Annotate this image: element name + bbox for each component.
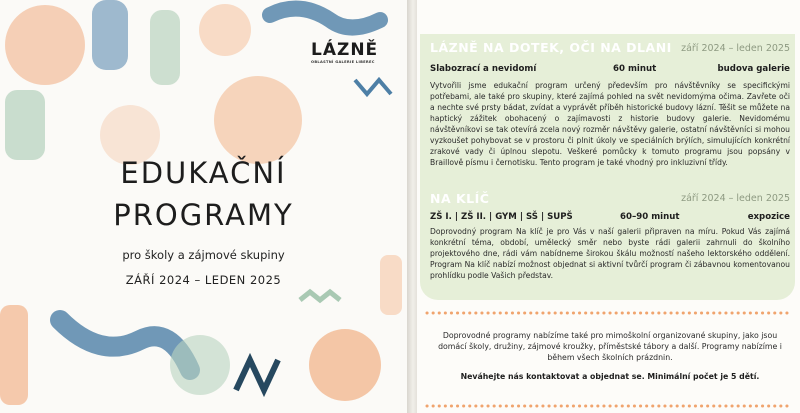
- program-place: budova galerie: [717, 64, 790, 74]
- orange-blob: [309, 329, 381, 401]
- blue-zigzag: [236, 360, 278, 390]
- program-place: expozice: [747, 212, 790, 222]
- green-blob: [170, 335, 230, 395]
- dotted-divider: [425, 311, 793, 315]
- gallery-logo: [311, 40, 378, 64]
- green-bar: [5, 90, 45, 160]
- program-description: Doprovodný program Na klíč je pro Vás v naší galerii připraven na míru. Pokud Vás zajímá konkrétní téma, období, umělecký směr nebo byste rádi galerii zahrnuli do školního projektového dne, rádi vám nabídneme širokou škálu možností našeho lektorského oddělení. Program Na klíč nabízí možnost objednat si aktivní tvůrčí program či zábavnou komentovanou prohlídku podle Vašich představ.: [430, 227, 790, 280]
- program-dates: září 2024 – leden 2025: [681, 43, 790, 54]
- program-duration: 60 minut: [613, 64, 657, 74]
- orange-blob: [214, 76, 302, 164]
- page-fold: [407, 0, 417, 413]
- green-bar: [150, 10, 180, 85]
- program-audience: Slabozrací a nevidomí: [430, 64, 537, 74]
- blue-bar: [92, 0, 128, 70]
- blue-stroke: [270, 9, 380, 28]
- program-dates: září 2024 – leden 2025: [681, 193, 790, 204]
- notice-text: Doprovodné programy nabízíme také pro mimoškolní organizované skupiny, jako jsou domácí školy, družiny, zájmové kroužky, příměstské tábory a další. Programy nabízíme i během všech školních prázdnin.: [438, 331, 782, 362]
- blue-zigzag: [355, 80, 391, 94]
- program-title: NA KLÍČ: [430, 191, 490, 206]
- program-title: LÁZNĚ NA DOTEK, OČI NA DLANI: [430, 40, 672, 55]
- green-zigzag: [300, 292, 340, 300]
- cover-title-line1: EDUKAČNÍ: [120, 156, 287, 190]
- orange-bar: [0, 305, 28, 405]
- program-audience: ZŠ I. | ZŠ II. | GYM | SŠ | SUPŠ: [430, 212, 573, 222]
- program-duration: 60–90 minut: [620, 212, 680, 222]
- logo-subtitle: OBLASTNÍ GALERIE LIBEREC: [311, 60, 375, 64]
- notice-cta: Neváhejte nás kontaktovat a objednat se. Minimální počet je 5 dětí.: [460, 372, 760, 381]
- cover-dates: ZÁŘÍ 2024 – LEDEN 2025: [125, 273, 282, 287]
- cover-subtitle: pro školy a zájmové skupiny: [122, 248, 285, 262]
- orange-blob: [5, 5, 85, 85]
- cover-title-line2: PROGRAMY: [113, 198, 294, 232]
- logo-name: LÁZNĚ: [311, 40, 379, 60]
- program-description: Vytvořili jsme edukační program určený především pro návštěvníky se specifickými potřebami, ale také pro skupiny, které zajímá pohled na svět nevidomýma očima. Zavřete oči a nechte své prsty bádat, zvídat a vyprávět příběh historické budovy lázní. Těšit se můžete na haptický zážitek obohacený o zajímavosti z historie budovy galerie. Nevidomému návštěvníkovi se tak otevírá zcela nový rozměr návštěvy galerie, ostatní návštěvníci si mohou vyzkoušet pohybovat se v prostoru či plnit úkoly ve speciálních brýlích, simulujících konkrétní zrakové vady či úplnou slepotu. Veškeré pomůcky k tomuto programu jsou popsány v Braillově písmu i černotisku. Tento program je také vhodný pro inkluzivní třídy.: [430, 81, 790, 167]
- orange-blob: [199, 4, 251, 56]
- dotted-divider: [425, 404, 793, 408]
